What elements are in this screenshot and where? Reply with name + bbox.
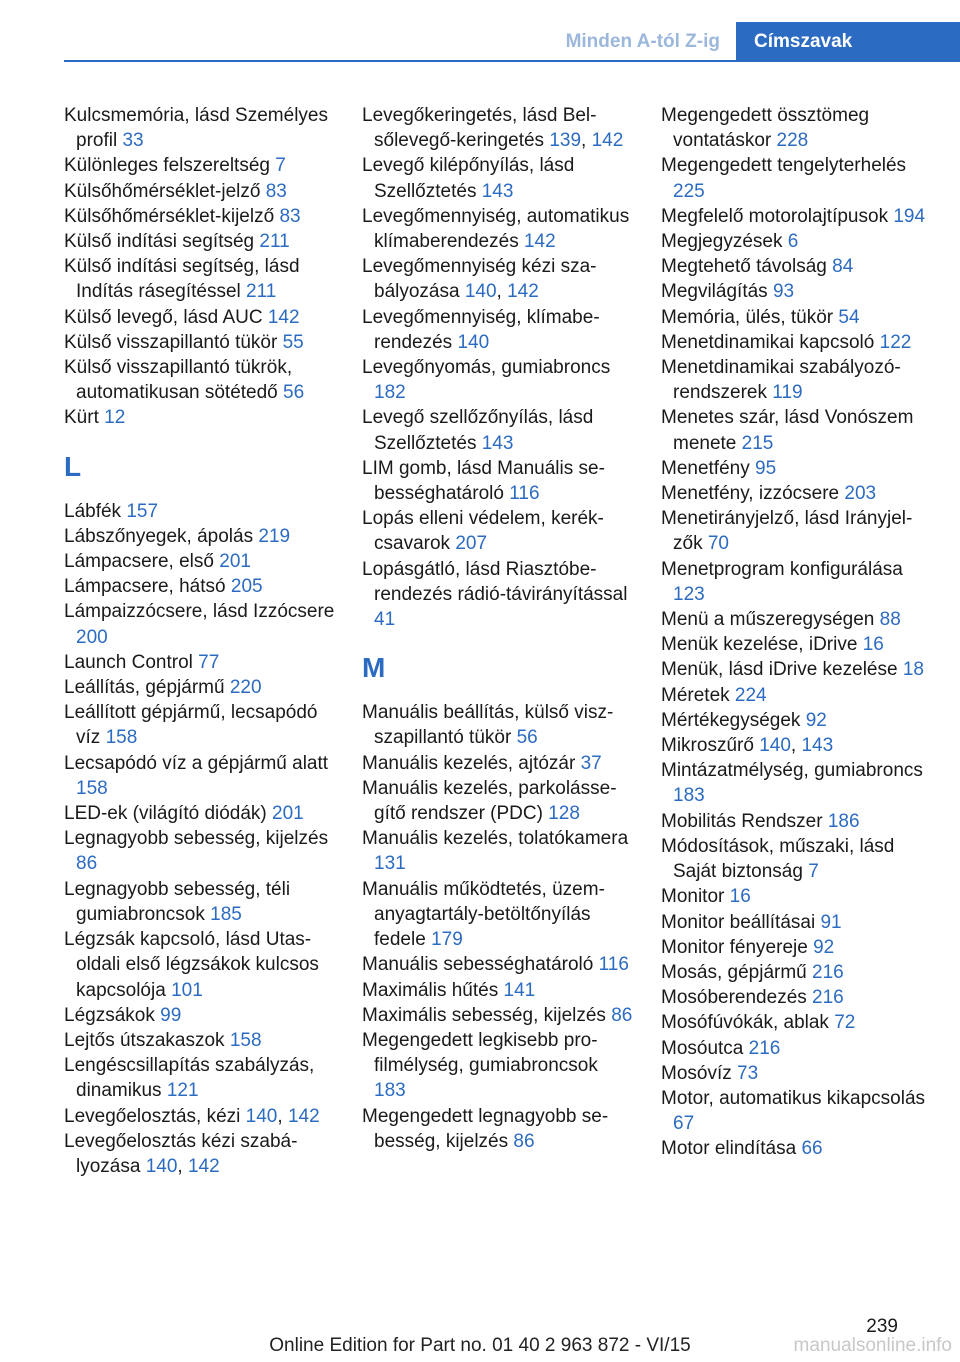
index-entry-text: Legnagyobb sebesség, téli gumiabroncsok (64, 878, 291, 925)
index-entry (64, 1003, 336, 1028)
index-entry: Levegőelosztás kézi szabályozása 140, 142 (64, 1130, 298, 1177)
page-reference-link[interactable]: 101 (171, 979, 203, 1001)
index-entry-text: Megjegyzések (661, 231, 783, 253)
page-reference-link[interactable]: 67 (673, 1113, 695, 1135)
index-entry-text: Menetfény (661, 457, 750, 479)
index-entry (661, 960, 933, 985)
index-entry-text: Megfelelő motorolajtípusok (661, 205, 889, 227)
index-entry-text: Különleges felszereltség (64, 155, 270, 177)
index-entry (661, 557, 933, 607)
index-entry (64, 229, 336, 254)
page-reference-link[interactable]: 194 (893, 205, 926, 227)
index-entry (362, 978, 634, 1003)
index-entry (362, 456, 634, 506)
index-entry (661, 884, 933, 909)
page-reference-link[interactable]: 116 (598, 954, 629, 976)
page-reference-link[interactable]: 158 (229, 1029, 262, 1051)
index-entry (661, 834, 933, 884)
index-entry-text: Külső indítási segítség (64, 231, 255, 253)
index-entry-text: Levegőmennyiség, automatikus klímaberendezés (362, 205, 630, 253)
page-reference-link[interactable]: 186 (827, 810, 860, 832)
page-reference-link[interactable]: 37 (580, 752, 602, 774)
index-entry (64, 405, 336, 430)
page-reference-link[interactable]: 33 (122, 130, 144, 152)
index-entry-text: Monitor beállításai (661, 911, 816, 933)
page-reference-link[interactable]: 143 (481, 180, 514, 202)
page-reference-link[interactable]: 131 (374, 853, 406, 875)
index-entry-text: Lejtős útszakaszok (64, 1029, 225, 1051)
page-reference-link[interactable]: 142 (591, 130, 624, 152)
index-entry-text: Külső visszapillantó tükrök, automatikusan sötétedő (64, 357, 293, 404)
page-reference-link[interactable]: 219 (258, 525, 291, 547)
index-entry (362, 700, 634, 750)
index-entry (362, 751, 634, 776)
index-entry-text: Megengedett legkisebb profilmélység, gumiabroncsok (362, 1029, 598, 1077)
page-reference-link[interactable]: 116 (509, 483, 540, 505)
index-entry (64, 549, 336, 574)
index-entry (661, 1086, 933, 1136)
index-entry-text: Manuális kezelés, ajtózár (362, 752, 576, 774)
page-header (0, 22, 960, 62)
section-title: Minden A-tól Z-ig (565, 31, 720, 52)
index-entry-text: Lámpaizzócsere, lásd Izzócsere (64, 601, 335, 623)
index-entry (64, 179, 336, 204)
index-entry (661, 103, 933, 153)
index-entry (661, 279, 933, 304)
index-entry-text: Launch Control (64, 651, 193, 673)
page-reference-link[interactable]: 182 (374, 382, 406, 404)
index-entry-text: Lecsapódó víz a gépjármű alatt (64, 752, 329, 774)
header-rule (64, 60, 736, 62)
page-reference-link[interactable]: 12 (104, 407, 126, 429)
index-entry-text: LIM gomb, lásd Manuális sebességhatároló (362, 457, 605, 505)
index-entry-text: Levegő kilépőnyílás, lásd Szellőztetés (362, 155, 575, 202)
page-reference-link[interactable]: 228 (776, 130, 809, 152)
page-reference-link[interactable]: 225 (673, 180, 705, 202)
index-entry (64, 675, 336, 700)
index-entry-text: Levegőnyomás, gumiabroncs (362, 357, 611, 379)
index-entry-text: Monitor fényereje (661, 936, 808, 958)
page-reference-link[interactable]: 54 (838, 306, 860, 328)
index-entry (64, 305, 336, 330)
page-reference-link[interactable]: 92 (805, 709, 827, 731)
page-reference-link[interactable]: 140 (145, 1155, 178, 1177)
index-entry (362, 826, 634, 876)
page-reference-link[interactable]: 18 (902, 659, 924, 681)
page-reference-link[interactable]: 56 (283, 382, 305, 404)
page-reference-link[interactable]: 203 (844, 483, 877, 505)
index-entry (64, 153, 336, 178)
index-entry (64, 1053, 336, 1103)
index-entry (64, 524, 336, 549)
section-tab: Címszavak (736, 22, 960, 62)
page-reference-link[interactable]: 143 (481, 432, 514, 454)
page-reference-link[interactable]: 205 (230, 576, 263, 598)
index-entry-text: Menük kezelése, iDrive (661, 634, 858, 656)
index-entry (661, 481, 933, 506)
page-reference-link[interactable]: 77 (198, 651, 220, 673)
index-entry-text: Kulcsmemória, lásd Személyes profil (64, 105, 328, 152)
page-reference-link[interactable]: 84 (832, 256, 854, 278)
index-entry-text: Mosófúvókák, ablak (661, 1012, 829, 1034)
index-column-1 (64, 103, 336, 1179)
page-reference-link[interactable]: 16 (862, 634, 884, 656)
index-entry (64, 499, 336, 524)
index-entry-text: Légzsák kapcsoló, lásd Utasoldali első légzsákok kulcsos kapcsolója (64, 929, 319, 1001)
page-reference-link[interactable]: 86 (513, 1130, 535, 1152)
page-reference-link[interactable]: 158 (105, 727, 138, 749)
page-reference-link[interactable]: 207 (455, 533, 488, 555)
index-column-3 (661, 103, 933, 1162)
page-reference-link[interactable]: 215 (741, 432, 774, 454)
page-reference-link[interactable]: 66 (801, 1138, 823, 1160)
index-entry (362, 557, 634, 633)
page-reference-link[interactable]: 91 (820, 911, 842, 933)
page-reference-link[interactable]: 183 (374, 1080, 406, 1102)
page-reference-link[interactable]: 73 (737, 1062, 759, 1084)
index-entry (64, 877, 336, 927)
page-reference-link[interactable]: 99 (160, 1004, 182, 1026)
page-number: 239 (866, 1316, 898, 1337)
index-entry (661, 204, 933, 229)
index-entry-text: Megtehető távolság (661, 256, 827, 278)
index-entry-text: Lábfék (64, 500, 122, 522)
index-entry (64, 599, 336, 649)
index-entry-text: Menetprogram konfigurálása (661, 558, 903, 580)
index-entry (661, 683, 933, 708)
index-entry-text: Megvilágítás (661, 281, 768, 303)
page-reference-link[interactable]: 141 (503, 979, 536, 1001)
index-entry (64, 826, 336, 876)
index-entry-text: Levegőelosztás, kézi (64, 1105, 241, 1127)
index-entry-text: Megengedett legnagyobb sebesség, kijelzés (362, 1105, 609, 1152)
index-entry (64, 700, 336, 750)
index-entry (362, 877, 634, 953)
page-reference-link[interactable]: 179 (431, 929, 463, 951)
index-entry-text: Lengéscsillapítás szabályzás, dinamikus (64, 1055, 315, 1102)
index-entry-text: Levegőelosztás kézi szabályozása (64, 1130, 298, 1177)
page-reference-link[interactable]: 122 (879, 331, 912, 353)
page-reference-link[interactable]: 121 (166, 1080, 199, 1102)
index-entry: Levegőelosztás, kézi 140, 142 (64, 1105, 320, 1127)
page-reference-link[interactable]: 220 (229, 677, 262, 699)
page-reference-link[interactable]: 216 (812, 987, 844, 1009)
index-entry-text: Mosóvíz (661, 1062, 732, 1084)
index-entry (362, 1003, 634, 1028)
index-entry-text: Legnagyobb sebesség, kijelzés (64, 828, 329, 850)
index-entry: Levegőkeringetés, lásd Belsőlevegő-keringetés 139, 142 (362, 105, 624, 152)
index-letter-heading: L (64, 450, 82, 482)
page-reference-link[interactable]: 140 (759, 735, 791, 757)
index-entry-text: Lopásgátló, lásd Riasztóberendezés rádió-távirányítással (362, 558, 628, 605)
page-reference-link[interactable]: 88 (879, 609, 901, 631)
index-entry-text: Mosás, gépjármű (661, 961, 807, 983)
page-reference-link[interactable]: 123 (673, 583, 705, 605)
index-entry-text: Külső indítási segítség, lásd Indítás rásegítéssel (64, 256, 300, 303)
index-column-2 (362, 103, 634, 1154)
index-entry (661, 153, 933, 203)
index-entry (661, 1036, 933, 1061)
page-reference-link[interactable]: 142 (187, 1155, 220, 1177)
index-entry (64, 574, 336, 599)
index-entry (661, 1061, 933, 1086)
index-entry-text: Levegőmennyiség, klímaberendezés (362, 306, 600, 353)
index-entry-text: Mértékegységek (661, 709, 801, 731)
index-entry (362, 355, 634, 405)
page-reference-link[interactable]: 7 (275, 155, 286, 177)
page-reference-link[interactable]: 128 (548, 803, 580, 825)
index-entry-text: Külső levegő, lásd AUC (64, 306, 263, 328)
index-entry: Mikroszűrő 140, 143 (661, 735, 834, 757)
page-reference-link[interactable]: 158 (76, 777, 108, 799)
page-reference-link[interactable]: 143 (801, 735, 834, 757)
index-entry-text: Menetdinamikai kapcsoló (661, 331, 875, 353)
index-entry-text: LED-ek (világító diódák) (64, 803, 267, 825)
page-reference-link[interactable]: 56 (516, 727, 538, 749)
index-entry (362, 506, 634, 556)
index-entry (661, 229, 933, 254)
page-reference-link[interactable]: 92 (813, 936, 835, 958)
index-entry (64, 103, 336, 153)
page-reference-link[interactable]: 7 (808, 861, 819, 883)
page-reference-link[interactable]: 55 (282, 331, 304, 353)
page-reference-link[interactable]: 183 (673, 785, 705, 807)
index-entry-text: Lábszőnyegek, ápolás (64, 525, 254, 547)
index-entry (64, 801, 336, 826)
page-reference-link[interactable]: 142 (287, 1105, 320, 1127)
index-entry-text: Manuális kezelés, parkolássegítő rendszer (PDC) (362, 777, 617, 825)
index-entry-text: Monitor (661, 886, 725, 908)
index-entry (64, 330, 336, 355)
index-entry-text: Lámpacsere, hátsó (64, 576, 226, 598)
index-entry (661, 935, 933, 960)
footer-edition-text: Online Edition for Part no. 01 40 2 963 872 - VI/15 (269, 1335, 691, 1356)
index-entry-text: Mikroszűrő (661, 735, 754, 757)
index-entry-text: Lopás elleni védelem, kerékcsavarok (362, 508, 604, 555)
page-reference-link[interactable]: 140 (464, 281, 497, 303)
page-reference-link[interactable]: 142 (507, 281, 539, 303)
index-entry (64, 254, 336, 304)
index-entry-text: Levegő szellőzőnyílás, lásd Szellőztetés (362, 407, 594, 454)
index-entry-text: Menetirányjelző, lásd Irányjelzők (661, 508, 913, 555)
index-entry (661, 405, 933, 455)
index-entry-text: Memória, ülés, tükör (661, 306, 834, 328)
page-reference-link[interactable]: 95 (755, 457, 777, 479)
index-entry (661, 506, 933, 556)
index-entry: Levegőmennyiség kézi szabályozása 140, 142 (362, 256, 597, 303)
page-reference-link[interactable]: 200 (76, 626, 108, 648)
index-entry-text: Méretek (661, 684, 730, 706)
page-reference-link[interactable]: 142 (267, 306, 300, 328)
index-entry (64, 204, 336, 229)
index-entry-text: Mosóutca (661, 1037, 744, 1059)
index-entry-text: Mosóberendezés (661, 987, 807, 1009)
page-reference-link[interactable]: 16 (729, 886, 751, 908)
index-entry-text: Manuális sebességhatároló (362, 954, 594, 976)
index-entry-text: Menetdinamikai szabályozórendszerek (661, 357, 901, 404)
index-entry (362, 1104, 634, 1154)
index-entry (661, 758, 933, 808)
page-reference-link[interactable]: 6 (787, 231, 799, 253)
index-entry (661, 355, 933, 405)
index-entry (661, 607, 933, 632)
index-entry (64, 927, 336, 1003)
index-entry (661, 305, 933, 330)
page-reference-link[interactable]: 140 (457, 331, 490, 353)
index-entry (362, 204, 634, 254)
index-entry-text: Légzsákok (64, 1004, 155, 1026)
index-entry-text: Lámpacsere, első (64, 551, 214, 573)
index-entry (64, 355, 336, 405)
page-reference-link[interactable]: 41 (374, 609, 396, 631)
index-entry-text: Megengedett össztömeg vontatáskor (661, 105, 870, 152)
index-entry-text: Mintázatmélység, gumiabroncs (661, 760, 923, 782)
index-entry (362, 952, 634, 977)
index-entry-text: Megengedett tengelyterhelés (661, 155, 907, 177)
page-reference-link[interactable]: 86 (611, 1004, 633, 1026)
index-entry-text: Mobilitás Rendszer (661, 810, 823, 832)
index-entry-text: Maximális sebesség, kijelzés (362, 1004, 606, 1026)
index-entry (661, 1010, 933, 1035)
index-entry-text: Menü a műszeregységen (661, 609, 875, 631)
watermark: manualsonline.info (793, 1335, 952, 1356)
index-entry (661, 254, 933, 279)
index-entry-text: Motor, automatikus kikapcsolás (661, 1087, 926, 1109)
page-reference-link[interactable]: 139 (549, 130, 582, 152)
page-reference-link[interactable]: 201 (219, 551, 251, 573)
page-reference-link[interactable]: 83 (279, 205, 301, 227)
index-entry (362, 1028, 634, 1104)
page-reference-link[interactable]: 70 (707, 533, 729, 555)
index-entry (661, 809, 933, 834)
page-reference-link[interactable]: 216 (812, 961, 844, 983)
index-entry-text: Külső visszapillantó tükör (64, 331, 278, 353)
page-reference-link[interactable]: 201 (272, 803, 304, 825)
page-reference-link[interactable]: 216 (748, 1037, 781, 1059)
page-reference-link[interactable]: 83 (265, 180, 287, 202)
index-entry-text: Levegőkeringetés, lásd Belsőlevegő-keringetés (362, 105, 597, 152)
index-entry (661, 910, 933, 935)
index-entry-text: Manuális működtetés, üzemanyagtartály-betöltőnyílás fedele (362, 878, 605, 951)
index-entry-text: Maximális hűtés (362, 979, 499, 1001)
index-entry (661, 1136, 933, 1161)
index-entry-text: Leállítás, gépjármű (64, 677, 225, 699)
index-entry (64, 751, 336, 801)
index-entry-text: Motor elindítása (661, 1138, 797, 1160)
index-entry-text: Leállított gépjármű, lecsapódó víz (64, 702, 318, 749)
index-entry-text: Menetfény, izzócsere (661, 483, 840, 505)
index-entry-text: Módosítások, műszaki, lásd Saját biztonság (661, 835, 895, 883)
index-entry (661, 657, 933, 682)
page-reference-link[interactable]: 86 (76, 853, 98, 875)
page-reference-link[interactable]: 211 (246, 281, 277, 303)
index-entry (362, 153, 634, 203)
page-reference-link[interactable]: 224 (734, 684, 767, 706)
index-entry (661, 330, 933, 355)
index-entry-text: Külsőhőmérséklet-kijelző (64, 205, 275, 227)
index-entry (661, 708, 933, 733)
page-reference-link[interactable]: 140 (245, 1105, 278, 1127)
index-entry (362, 776, 634, 826)
index-entry-text: Kürt (64, 407, 99, 429)
index-entry (661, 456, 933, 481)
page-reference-link[interactable]: 185 (210, 903, 242, 925)
index-entry-text: Manuális kezelés, tolatókamera (362, 828, 629, 850)
index-entry-text: Külsőhőmérséklet-jelző (64, 180, 261, 202)
page-reference-link[interactable]: 72 (834, 1012, 856, 1034)
index-entry-text: Levegőmennyiség kézi szabályozása (362, 256, 597, 303)
page-reference-link[interactable]: 142 (523, 231, 556, 253)
index-entry-text: Menetes szár, lásd Vonószem menete (661, 407, 914, 454)
index-entry-text: Manuális beállítás, külső viszszapillantó tükör (362, 702, 614, 749)
index-entry-text: Menük, lásd iDrive kezelése (661, 659, 898, 681)
page-reference-link[interactable]: 119 (772, 382, 803, 404)
page-reference-link[interactable]: 211 (259, 231, 290, 253)
page-reference-link[interactable]: 157 (126, 500, 159, 522)
index-entry (64, 1028, 336, 1053)
page-reference-link[interactable]: 93 (772, 281, 795, 303)
index-letter-heading: M (362, 652, 386, 684)
index-entry (362, 305, 634, 355)
index-entry (64, 650, 336, 675)
index-entry (362, 405, 634, 455)
index-entry (661, 632, 933, 657)
index-entry (661, 985, 933, 1010)
